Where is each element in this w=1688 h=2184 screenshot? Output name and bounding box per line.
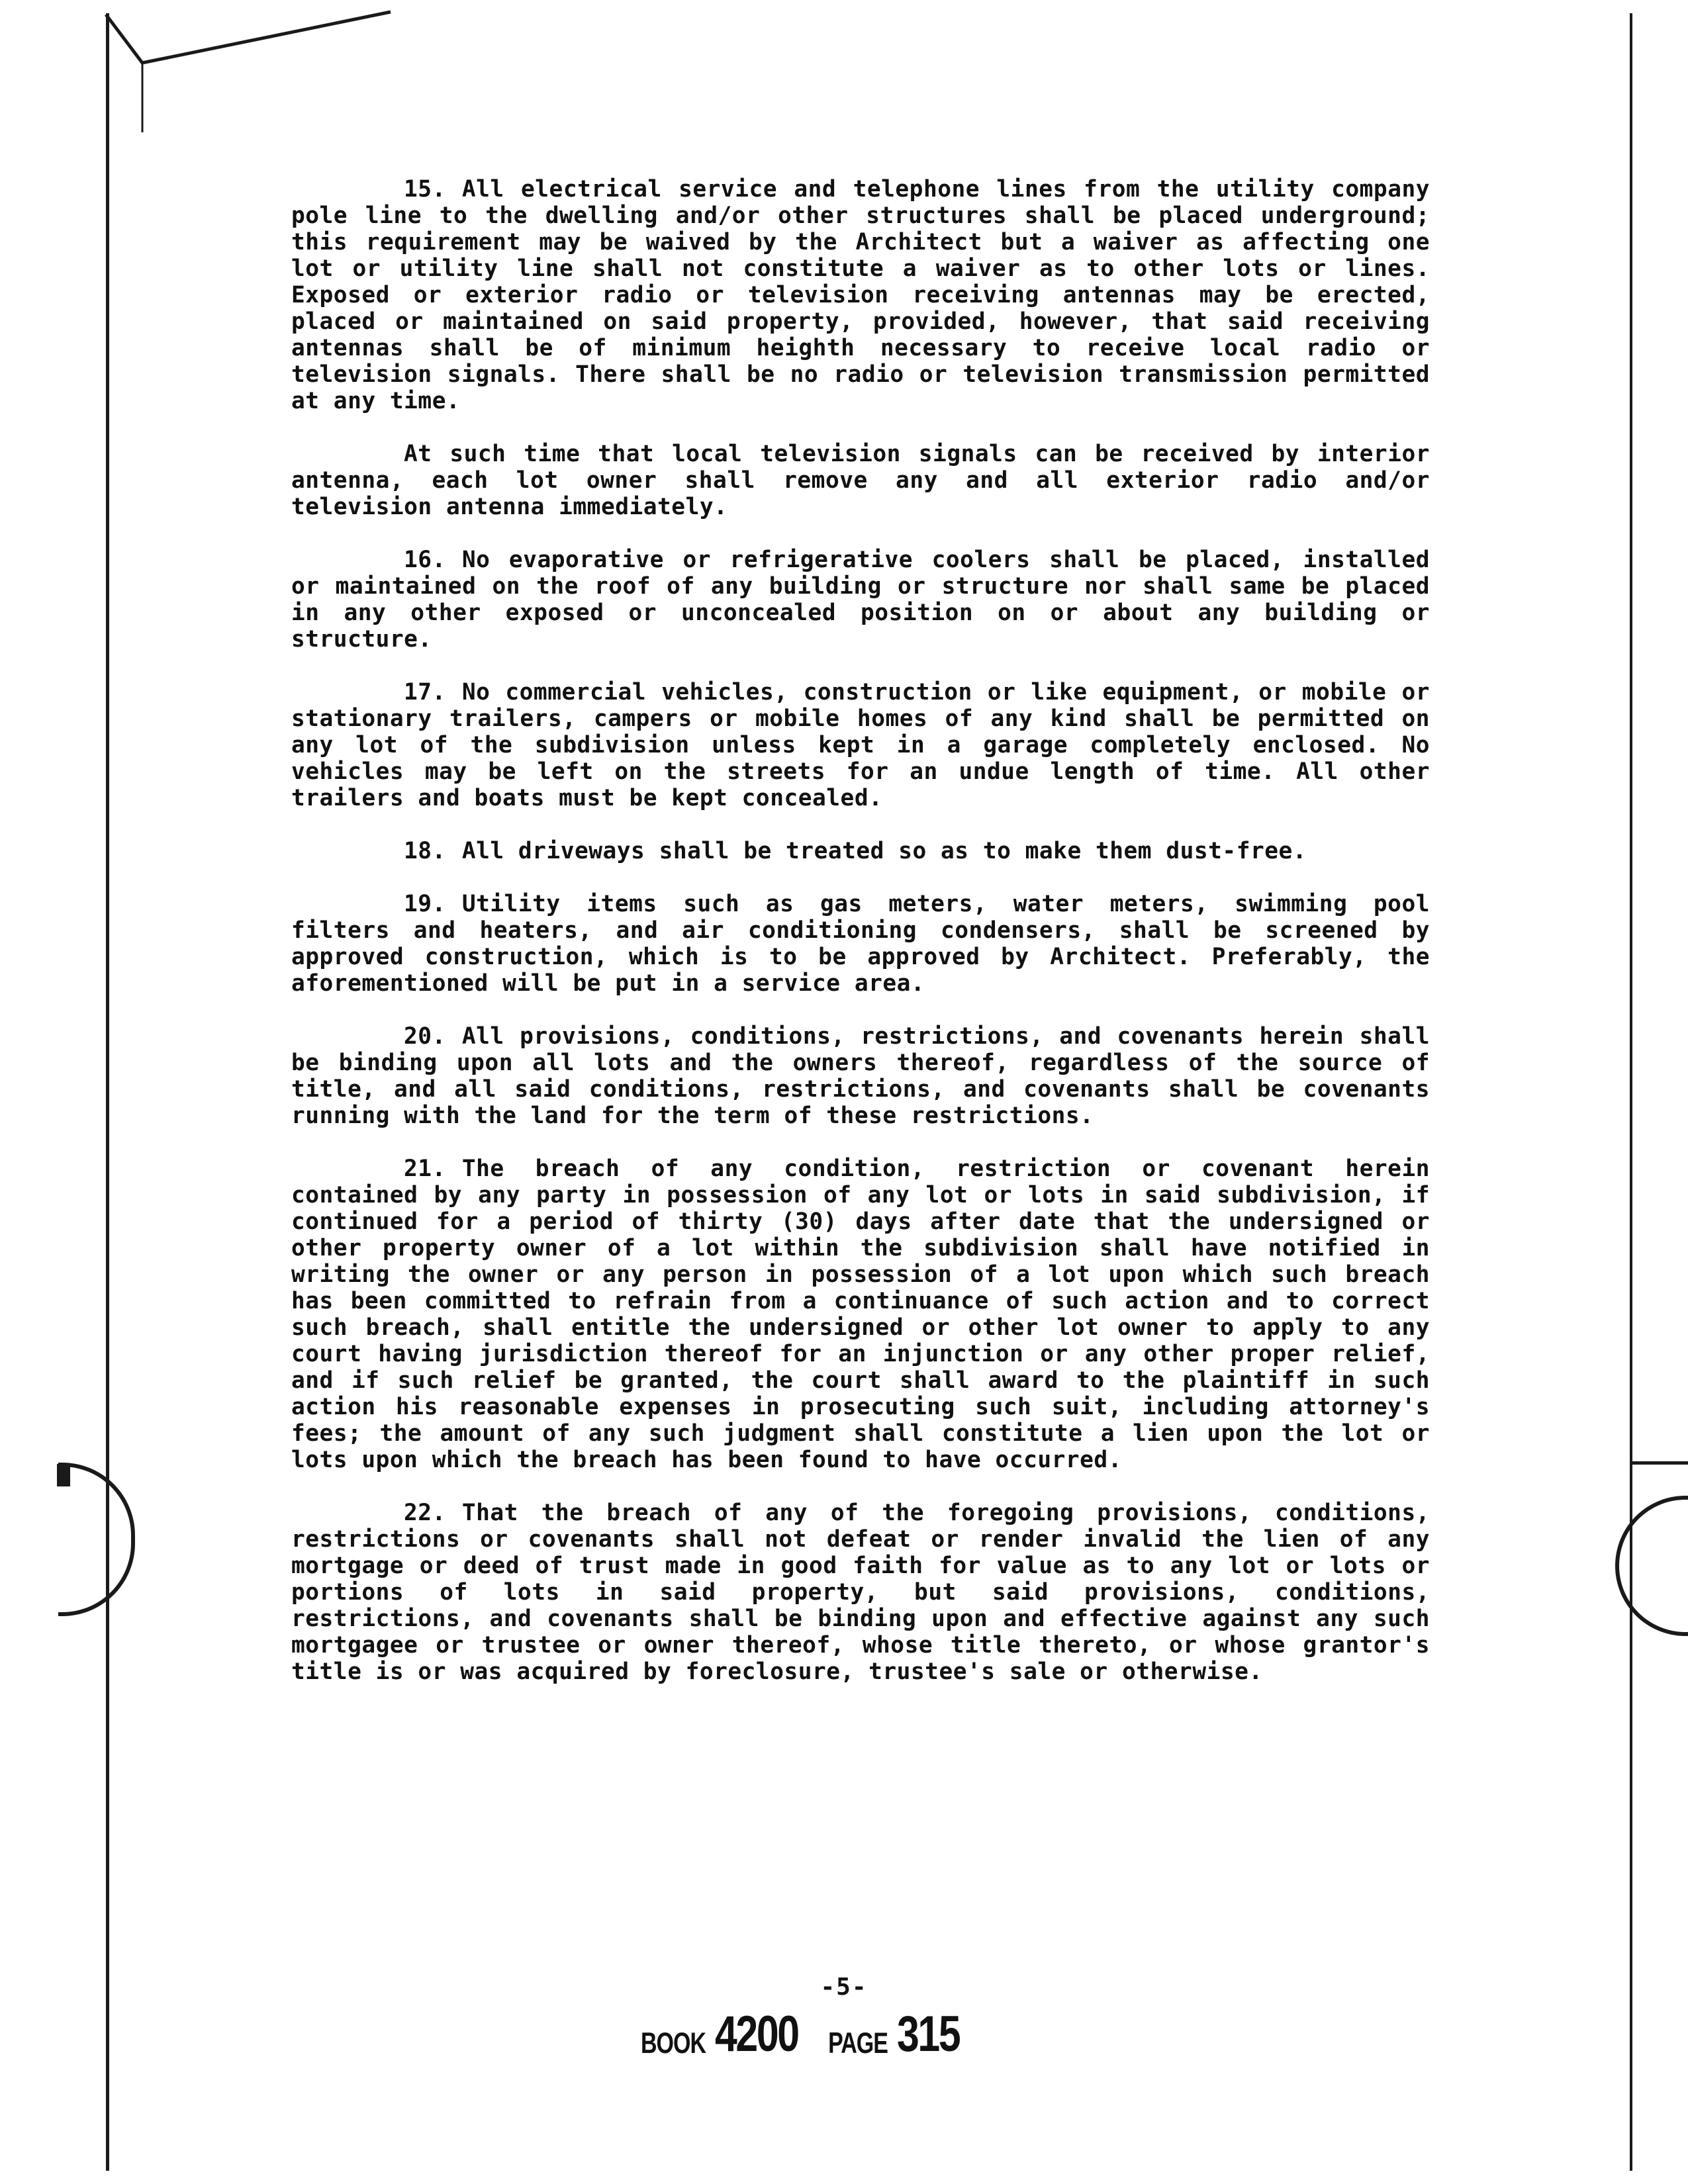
paragraph-text: All driveways shall be treated so as to make them dust-free. [461, 838, 1307, 864]
paragraph-20 [291, 1023, 1430, 1129]
scan-tab-mark-right [1632, 1461, 1688, 1465]
paragraph-text: At such time that local television signals can be received by interior antenna, each lot owner shall remove any and all exterior radio and/or television antenna immediately. [291, 441, 1430, 520]
paragraph-18 [291, 838, 1430, 864]
book-page-stamp [641, 2005, 1051, 2065]
paragraph-text: All electrical service and telephone lines from the utility company pole line to the dwelling and/or other structures shall be placed underground; this requirement may be waived by the Architect but a waiver as affecting one lot or utility line shall not constitute a waiver as to other lots or lines. Exposed or exterior radio or television receiving antennas may be erected, placed or maintained on said property, provided, however, that said receiving antennas shall be of minimum heighth necessary to receive local radio or television signals. There shall be no radio or television transmission permitted at any time. [291, 176, 1430, 414]
page-label: PAGE [828, 2027, 888, 2060]
page-number: -5- [820, 1974, 868, 2001]
paragraph-16 [291, 547, 1430, 653]
paragraph-number: 22. [404, 1500, 446, 1526]
paragraph-text: All provisions, conditions, restrictions, and covenants herein shall be binding upon all lots and the owners thereof, regardless of the source of title, and all said conditions, restrictions, and covenants shall be covenants running with the land for the term of these restrictions. [291, 1023, 1430, 1129]
paragraph-22 [291, 1500, 1430, 1685]
paragraph-number: 17. [404, 679, 446, 705]
paragraph-text: No evaporative or refrigerative coolers shall be placed, installed or maintained on the roof of any building or structure nor shall same be placed in any other exposed or unconcealed position on or about any building or structure. [291, 547, 1430, 653]
paragraph-number: 19. [404, 891, 446, 917]
paragraph-text: The breach of any condition, restriction or covenant herein contained by any party in possession of any lot or lots in said subdivision, if continued for a period of thirty (30) days after date that the undersigned or other property owner of a lot within the subdivision shall have notified in writing the owner or any person in possession of a lot upon which such breach has been committed to refrain from a continuance of such action and to correct such breach, shall entitle the undersigned or other lot owner to apply to any court having jurisdiction thereof for an injunction or any other proper relief, and if such relief be granted, the court shall award to the plaintiff in such action his reasonable expenses in prosecuting such suit, including attorney's fees; the amount of any such judgment shall constitute a lien upon the lot or lots upon which the breach has been found to have occurred. [291, 1156, 1430, 1473]
paragraph-text: No commercial vehicles, construction or like equipment, or mobile or stationary trailers, campers or mobile homes of any kind shall be permitted on any lot of the subdivision unless kept in a garage completely enclosed. No vehicles may be left on the streets for an undue length of time. All other trailers and boats must be kept concealed. [291, 679, 1430, 811]
book-number: 4200 [715, 2006, 798, 2062]
paragraph-number: 18. [404, 838, 446, 864]
book-label: BOOK [641, 2027, 706, 2060]
paragraph-19 [291, 891, 1430, 997]
page-value: 315 [896, 2006, 960, 2062]
paragraph-15 [291, 176, 1430, 414]
scan-right-border [1630, 13, 1632, 2171]
paragraph-21 [291, 1156, 1430, 1473]
paragraph-17 [291, 679, 1430, 811]
restrictions-text [291, 176, 1430, 1711]
scan-tab-left [58, 1463, 135, 1616]
paragraph-15-continued [291, 441, 1430, 520]
paragraph-number: 21. [404, 1156, 446, 1182]
paragraph-number: 15. [404, 176, 446, 203]
paragraph-number: 20. [404, 1023, 446, 1050]
scan-tab-right [1615, 1496, 1688, 1636]
paragraph-text: That the breach of any of the foregoing provisions, conditions, restrictions or covenants shall not defeat or render invalid the lien of any mortgage or deed of trust made in good faith for value as to any lot or lots or portions of lots in said property, but said provisions, conditions, restrictions, and covenants shall be binding upon and effective against any such mortgagee or trustee or owner thereof, whose title thereto, or whose grantor's title is or was acquired by foreclosure, trustee's sale or otherwise. [291, 1500, 1430, 1685]
paragraph-number: 16. [404, 547, 446, 573]
corner-fold-mark [0, 0, 410, 132]
paragraph-text: Utility items such as gas meters, water meters, swimming pool filters and heaters, and air conditioning condensers, shall be screened by approved construction, which is to be approved by Architect. Preferably, the aforementioned will be put in a service area. [291, 891, 1430, 997]
scan-left-border [106, 13, 109, 2171]
